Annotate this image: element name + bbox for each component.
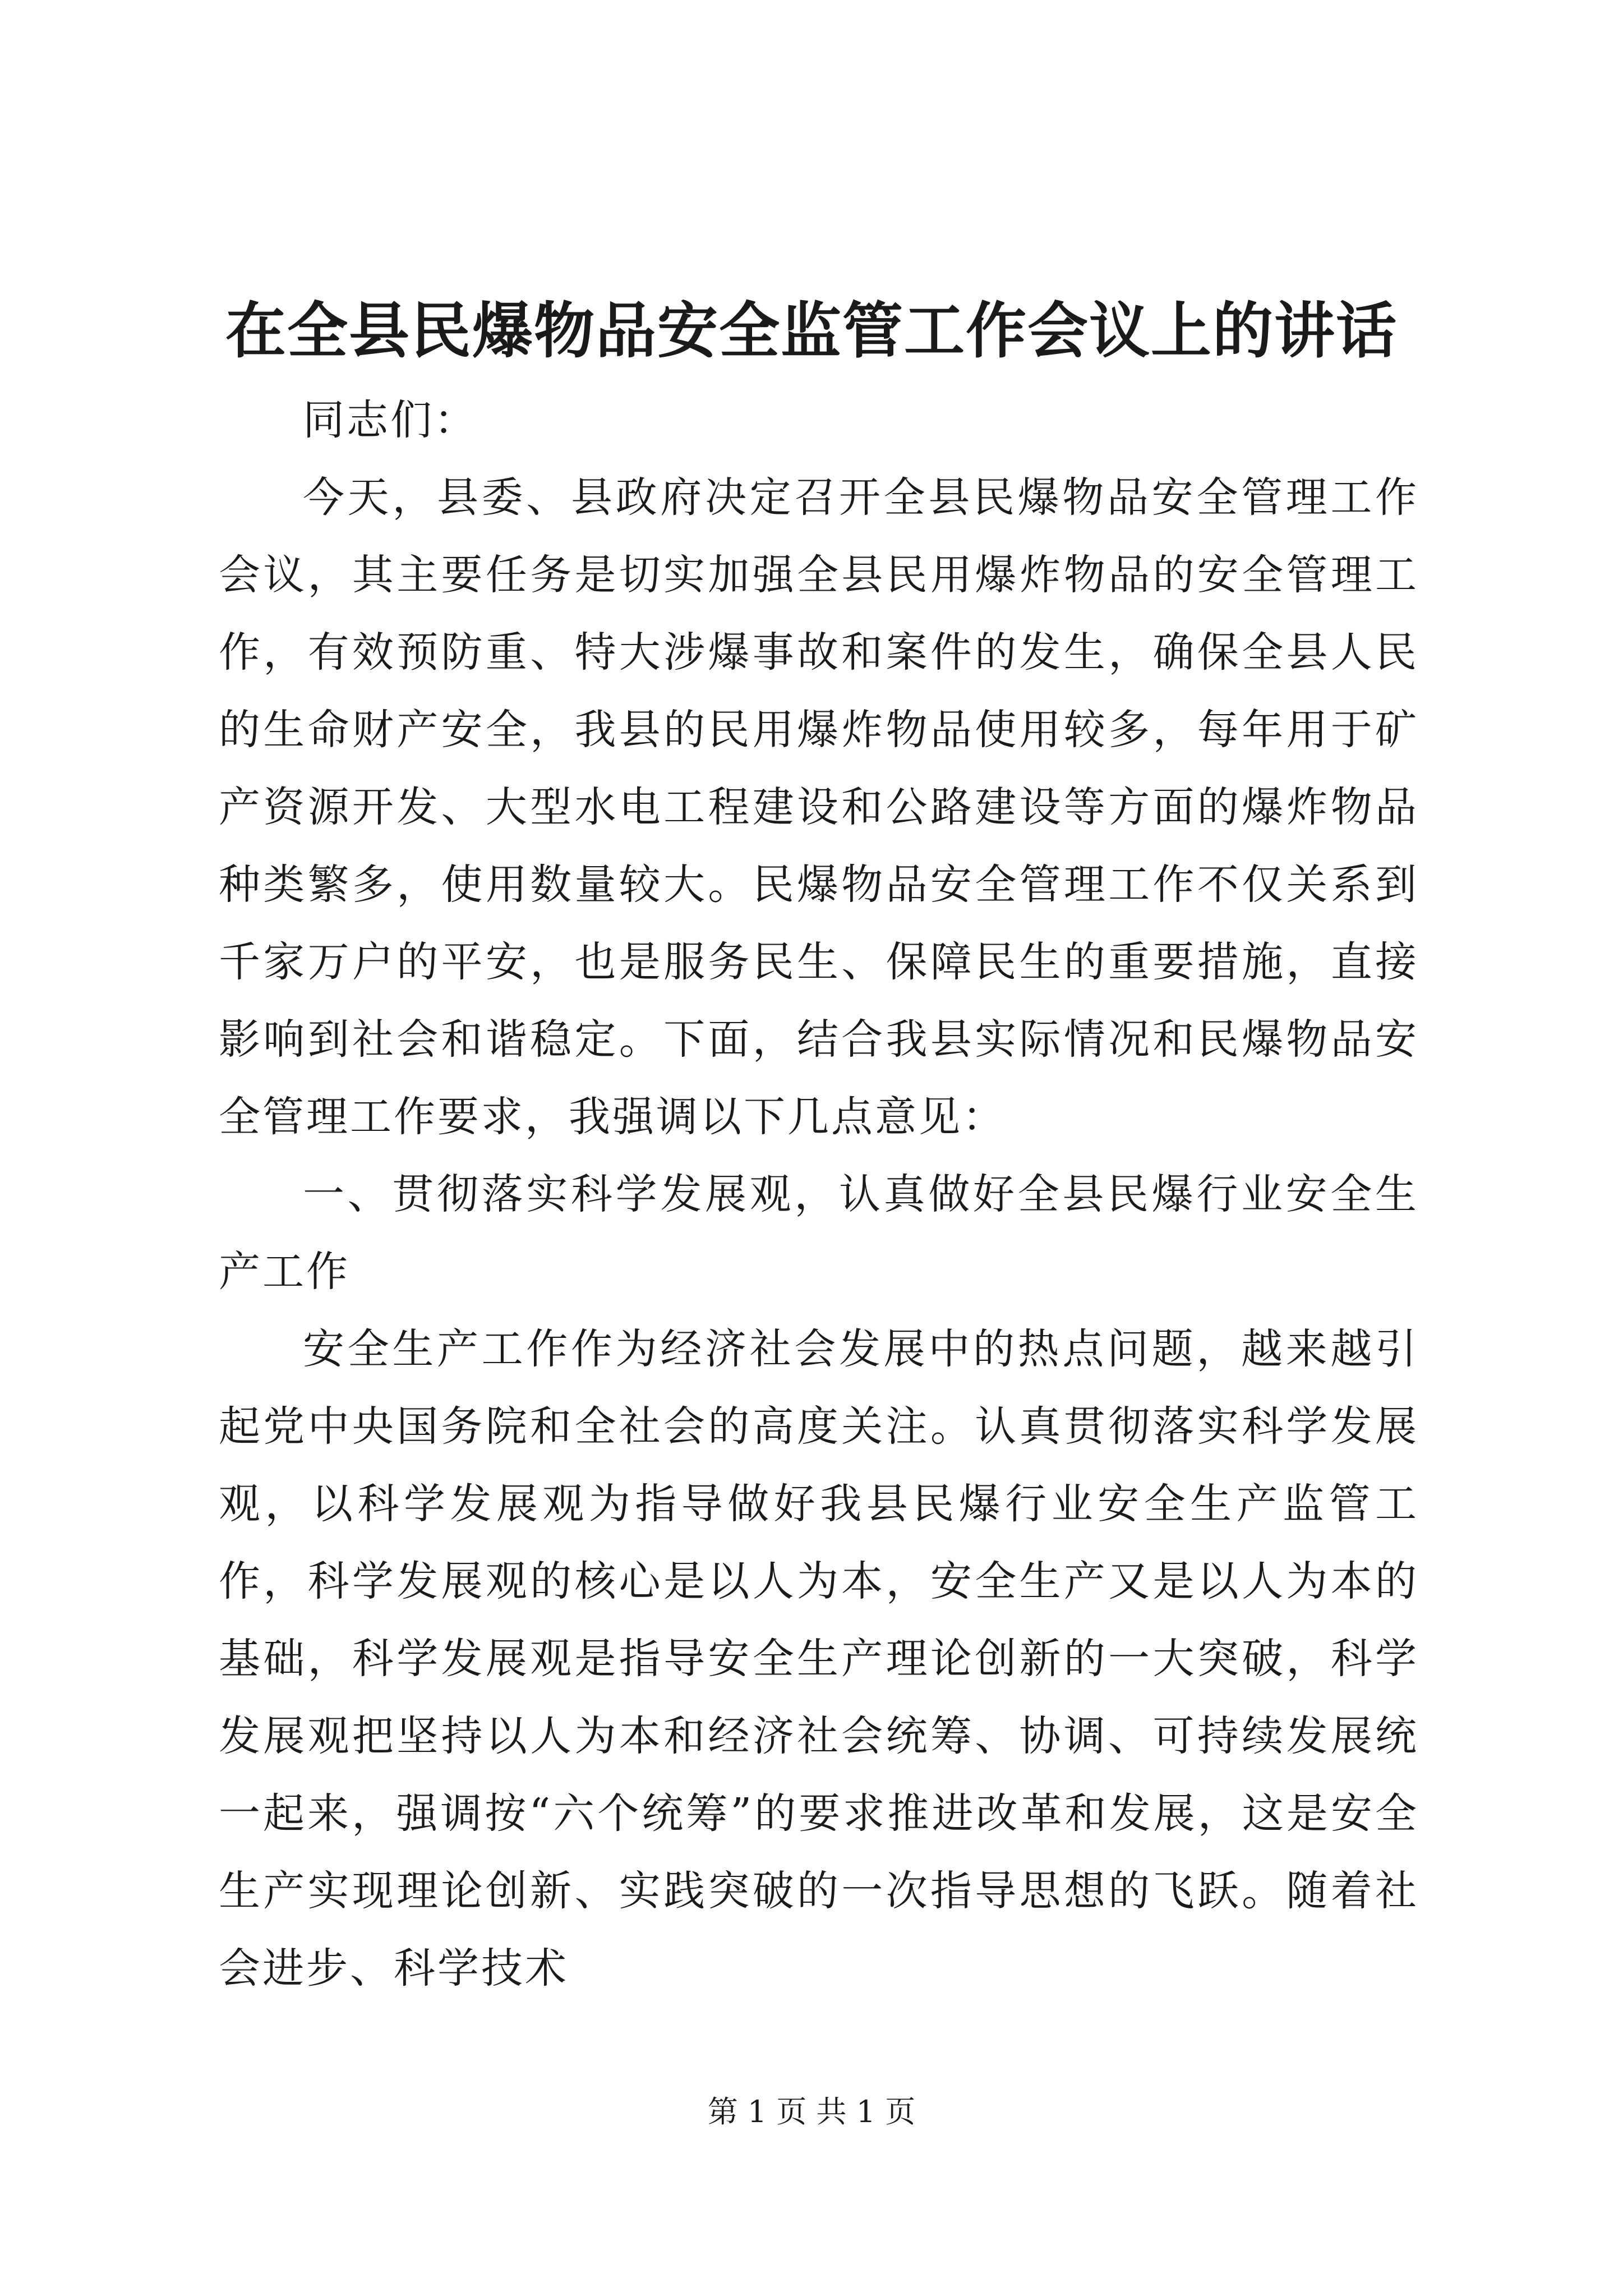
- section-heading-1: 一、贯彻落实科学发展观，认真做好全县民爆行业安全生产工作: [219, 1170, 1419, 1296]
- intro-paragraph: 今天，县委、县政府决定召开全县民爆物品安全管理工作会议，其主要任务是切实加强全县民用爆炸物品的安全管理工作，有效预防重、特大涉爆事故和案件的发生，确保全县人民的生命财产安全，我县的民用爆炸物品使用较多，每年用于矿产资源开发、大型水电工程建设和公路建设等方面的爆炸物品种类繁多，使用数量较大。民爆物品安全管理工作不仅关系到千家万户的平安，也是服务民生、保障民生的重要措施，直接影响到社会和谐稳定。下面，结合我县实际情况和民爆物品安全管理工作要求，我强调以下几点意见：: [219, 473, 1419, 1141]
- page-number: 第 1 页 共 1 页: [707, 2094, 916, 2129]
- page-footer: [0, 2092, 1623, 2132]
- document-title: 在全县民爆物品安全监管工作会议上的讲话: [225, 296, 1398, 366]
- document-body: [219, 381, 1419, 2007]
- salutation-paragraph: 同志们：: [303, 396, 478, 444]
- section-1-paragraph: 安全生产工作作为经济社会发展中的热点问题，越来越引起党中央国务院和全社会的高度关注。认真贯彻落实科学发展观，以科学发展观为指导做好我县民爆行业安全生产监管工作，科学发展观的核心是以人为本，安全生产又是以人为本的基础，科学发展观是指导安全生产理论创新的一大突破，科学发展观把坚持以人为本和经济社会统筹、协调、可持续发展统一起来，强调按“六个统筹”的要求推进改革和发展，这是安全生产实现理论创新、实践突破的一次指导思想的飞跃。随着社会进步、科学技术: [219, 1325, 1419, 1993]
